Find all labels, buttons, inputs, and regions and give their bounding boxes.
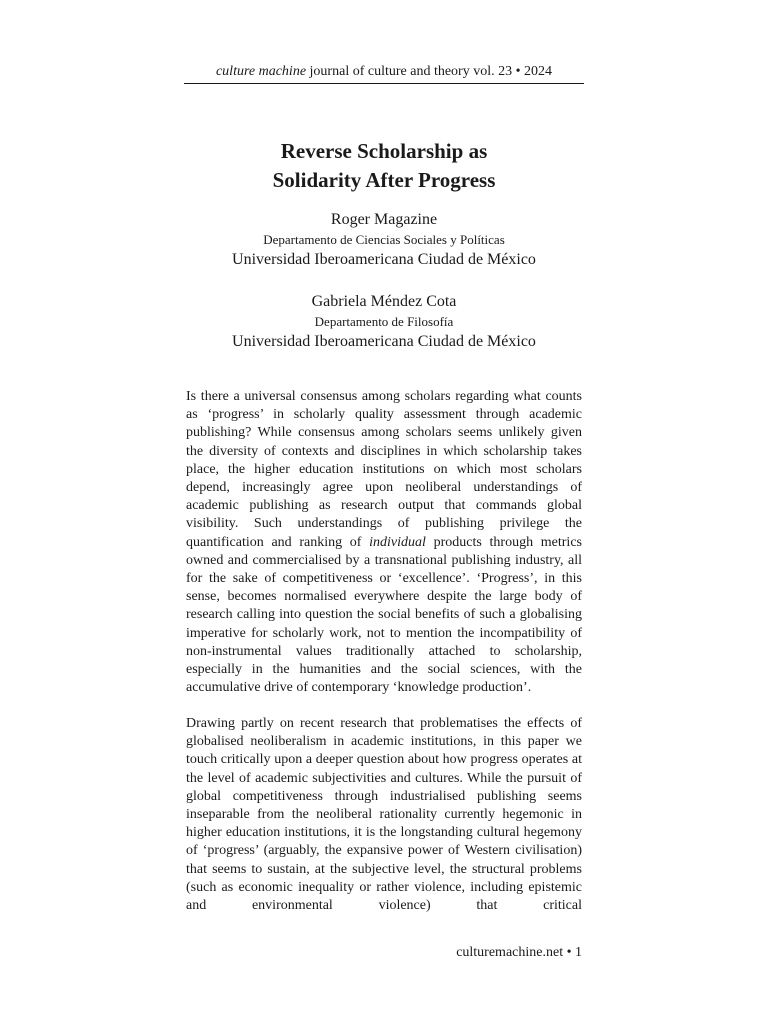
- author-block: [184, 292, 584, 352]
- author-name: Gabriela Méndez Cota: [311, 293, 457, 310]
- abstract-paragraph-1: [186, 388, 582, 697]
- paragraph-text: Is there a universal consensus among scholars regarding what counts as ‘progress’ in scholarly quality assessment through academic publishing? While consensus among scholars seems unlikely given the diversity of contexts and disciplines in which scholarship takes place, the higher education institutions on which most scholars depend, increasingly agree upon neoliberal understandings of academic publishing as research output that commands global visibility. Such understandings of publishing privilege the quantification and ranking of: [186, 389, 582, 550]
- author-name: Roger Magazine: [330, 211, 438, 228]
- footer-separator: •: [563, 945, 575, 960]
- abstract-paragraph-2: Drawing partly on recent research that problematises the effects of globalised neoliberalism in academic institutions, in this paper we touch critically upon a deeper question about how progress operates at the level of academic subjectivities and cultures. While the pursuit of global competitiveness through industrialised publishing seems inseparable from the neoliberal rationality currently hegemonic in higher education institutions, it is the longstanding cultural hegemony of ‘progress’ (arguably, the expansive power of Western civilisation) that seems to sustain, at the subjective level, the structural problems (such as economic inequality or rather violence, including epistemic and environmental violence) that critical: [186, 716, 582, 914]
- footer-site: culturemachine.net: [456, 945, 564, 960]
- author-department: Departamento de Ciencias Sociales y Políticas: [263, 232, 505, 247]
- title-line-2: Solidarity After Progress: [272, 168, 496, 192]
- journal-name: culture machine: [215, 64, 307, 79]
- page-footer: [456, 944, 582, 962]
- page-number: 1: [575, 945, 582, 960]
- author-university: Universidad Iberoamericana Ciudad de México: [232, 333, 536, 350]
- running-header: [184, 63, 584, 81]
- paper-title: [184, 137, 584, 195]
- emphasis-text: individual: [369, 534, 426, 550]
- author-department: Departamento de Filosofía: [314, 314, 454, 329]
- author-block: [184, 210, 584, 270]
- title-line-1: Reverse Scholarship as: [280, 139, 488, 163]
- journal-issue-info: journal of culture and theory vol. 23 • 2024: [306, 64, 553, 79]
- author-university: Universidad Iberoamericana Ciudad de México: [232, 251, 536, 268]
- header-rule: [184, 83, 584, 84]
- paragraph-text: products through metrics owned and commercialised by a transnational publishing industry, all for the sake of competitiveness or ‘excellence’. ‘Progress’, in this sense, becomes normalised everywhere despite the large body of research calling into question the social benefits of such a globalising imperative for scholarly work, not to mention the incompatibility of non-instrumental values traditionally attached to scholarship, especially in the humanities and the social sciences, with the accumulative drive of contemporary ‘knowledge production’.: [186, 534, 582, 696]
